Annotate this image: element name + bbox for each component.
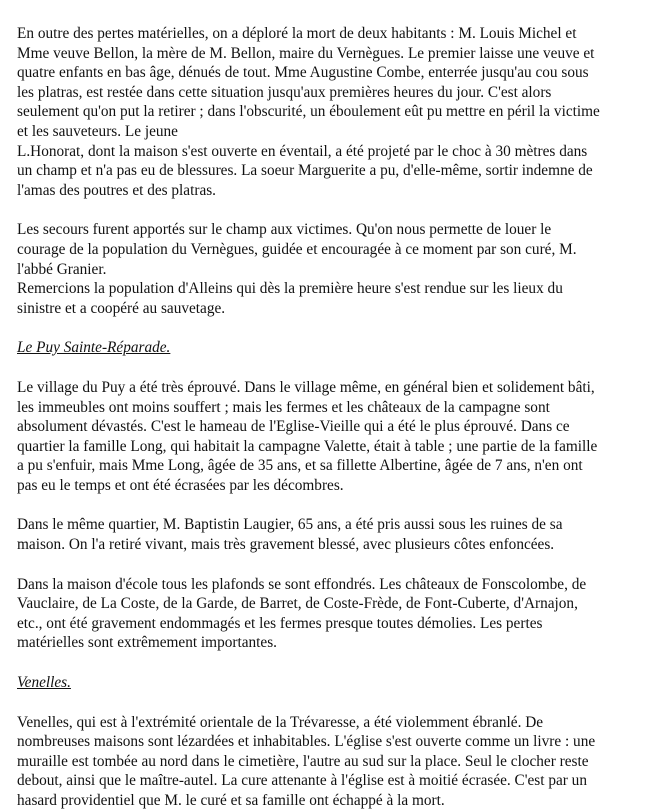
paragraph-spacer bbox=[17, 200, 637, 220]
paragraph-rescue-thanks: Les secours furent apportés sur le champ aux victimes. Qu'on nous permette de louer le courage de la population du Vernègues, guidée et encouragée à ce moment par son curé, M. l'abbé Granier. bbox=[17, 221, 577, 278]
paragraph-vernegues-victims: En outre des pertes matérielles, on a déploré la mort de deux habitants : M. Louis Michel et Mme veuve Bellon, la mère de M. Bellon, maire du Vernègues. Le premier laisse une veuve et quatre enfants en bas âge, dénués de tout. Mme Augustine Combe, enterrée jusqu'au cou sous les platras, est restée dans cette situation jusqu'aux premières heures du jour. C'est alors seulement qu'on put la retirer ; dans l'obscurité, un éboulement eût pu mettre en péril la victime et les sauveteurs. Le jeune L.Honorat, dont la maison s'est ouverte en éventail, a été projeté par le choc à 30 mètres dans un champ et n'a pas eu de blessures. La soeur Marguerite a pu, d'elle-même, sortir indemne de l'amas des poutres et des platras. bbox=[17, 25, 600, 199]
paragraph-spacer bbox=[17, 495, 637, 515]
paragraph-venelles: Venelles, qui est à l'extrémité orientale de la Trévaresse, a été violemment ébranlé. De nombreuses maisons sont lézardées et inhabitables. L'église s'est ouverte comme un livre : une muraille est tombée au nord dans le cimetière, l'autre au sud sur la place. Seul le clocher reste debout, ainsi que le maître-autel. La cure attenante à l'église est à moitié écrasée. C'est par un hasard providentiel que M. le curé et sa famille ont échappé à la mort. bbox=[17, 713, 596, 809]
paragraph-spacer bbox=[17, 693, 637, 713]
paragraph-spacer bbox=[17, 653, 637, 673]
document-page bbox=[17, 24, 637, 811]
section-heading-puy-sainte-reparade: Le Puy Sainte-Réparade. bbox=[17, 339, 171, 357]
section-heading-venelles: Venelles. bbox=[17, 674, 71, 692]
paragraph-alleins-thanks: Remercions la population d'Alleins qui dès la première heure s'est rendue sur les lieux du sinistre et a coopéré au sauvetage. bbox=[17, 280, 563, 317]
paragraph-chateaux: Dans la maison d'école tous les plafonds se sont effondrés. Les châteaux de Fonscolombe, de Vauclaire, de La Coste, de la Garde, de Barret, de Coste-Frède, de Font-Cuberte, d'Arnajon, etc., ont été gravement endommagés et les fermes presque toutes démolies. Les pertes matérielles sont extrêmement importantes. bbox=[17, 575, 587, 652]
paragraph-puy-village: Le village du Puy a été très éprouvé. Dans le village même, en général bien et solidement bâti, les immeubles ont moins souffert ; mais les fermes et les châteaux de la campagne sont absolument dévastés. C'est le hameau de l'Eglise-Vieille qui a été le plus éprouvé. Dans ce quartier la famille Long, qui habitait la campagne Valette, était à table ; une partie de la famille a pu s'enfuir, mais Mme Long, âgée de 35 ans, et sa fillette Albertine, âgée de 7 ans, n'en ont pas eu le temps et ont été écrasées par les décombres. bbox=[17, 378, 598, 494]
paragraph-laugier: Dans le même quartier, M. Baptistin Laugier, 65 ans, a été pris aussi sous les ruines de sa maison. On l'a retiré vivant, mais très gravement blessé, avec plusieurs côtes enfoncées. bbox=[17, 516, 563, 554]
paragraph-spacer bbox=[17, 358, 637, 378]
paragraph-spacer bbox=[17, 318, 637, 338]
paragraph-spacer bbox=[17, 555, 637, 575]
